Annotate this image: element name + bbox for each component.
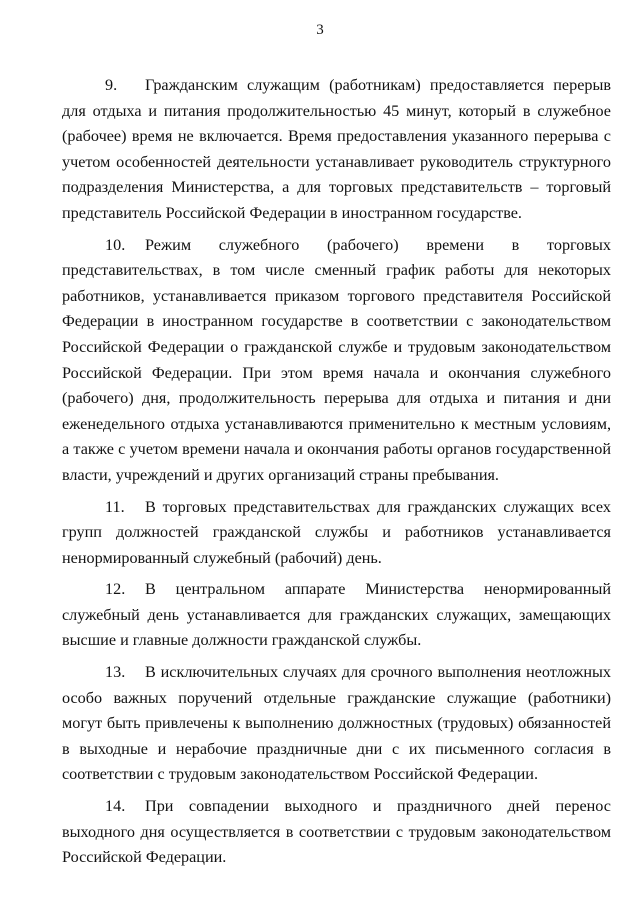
paragraph-text: В исключительных случаях для срочного выполнения неотложных особо важных поручений отдельные гражданские служащие (работники) могут быть привлечены к выполнению должностных (трудовых) обязанностей в выходные и нерабочие праздничные дни с их письменного согласия в соответствии с трудовым законодательством Российской Федерации. [62,663,611,784]
paragraph-text: Режим служебного (рабочего) времени в торговых представительствах, в том числе сменный график работы для некоторых работников, устанавливается приказом торгового представителя Российской Федерации в иностранном государстве в соответствии с законодательством Российской Федерации о гражданской службе и трудовым законодательством Российской Федерации. При этом время начала и окончания служебного (рабочего) дня, продолжительность перерыва для отдыха и питания и дни еженедельного отдыха устанавливаются применительно к местным условиям, а также с учетом времени начала и окончания работы органов государственной власти, учреждений и других организаций страны пребывания. [62,235,611,484]
paragraph-number: 11. [105,497,125,516]
document-body [62,73,611,877]
page-number: 3 [316,22,324,38]
paragraph-number: 9. [105,76,118,94]
paragraph-text: Гражданским служащим (работникам) предоставляется перерыв для отдыха и питания продолжительностью 45 минут, который в служебное (рабочее) время не включается. Время предоставления указанного перерыва с учетом особенностей деятельности устанавливает руководитель структурного подразделения Министерства, а для торговых представительств – торговый представитель Российской Федерации в иностранном государстве. [62,76,611,222]
paragraph-text: При совпадении выходного и праздничного дней перенос выходного дня осуществляется в соответствии с трудовым законодательством Российской Федерации. [62,797,611,867]
paragraph-9 [62,73,611,227]
paragraph-number: 13. [105,663,126,682]
paragraph-number: 10. [105,235,126,254]
paragraph-number: 14. [105,797,126,816]
paragraph-13 [62,660,611,788]
paragraph-10 [62,233,611,489]
paragraph-text: В торговых представительствах для гражданских служащих всех групп должностей гражданской службы и работников устанавливается ненормированный служебный (рабочий) день. [62,497,611,567]
paragraph-11 [62,495,611,572]
paragraph-14 [62,794,611,871]
paragraph-number: 12. [105,580,126,599]
paragraph-12 [62,577,611,654]
paragraph-text: В центральном аппарате Министерства ненормированный служебный день устанавливается для гражданских служащих, замещающих высшие и главные должности гражданской службы. [62,580,611,650]
